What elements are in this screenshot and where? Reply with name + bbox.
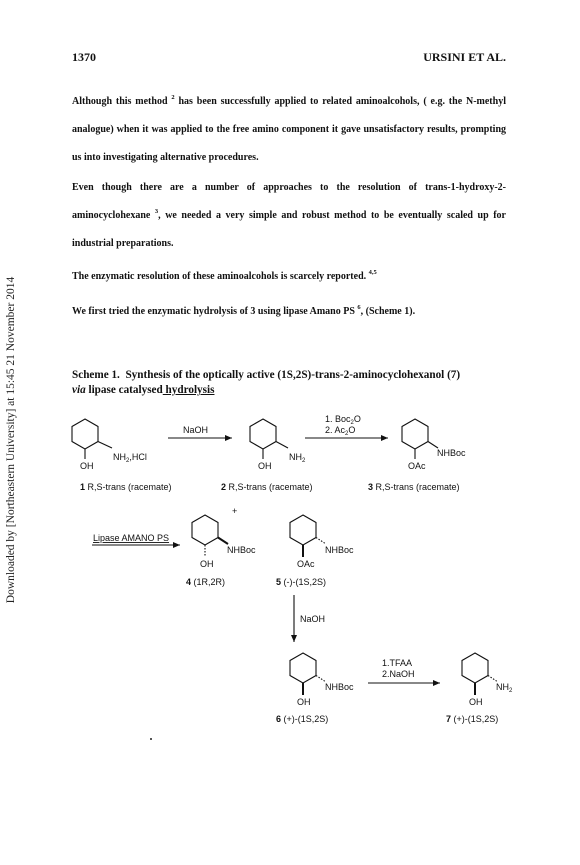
- citation-2: 2: [171, 94, 175, 101]
- compound-5-caption: 5 (-)-(1S,2S): [276, 577, 327, 587]
- cyclohexane-ring-1: [72, 419, 98, 449]
- cyclohexane-ring-5: [290, 515, 316, 545]
- amine-label-1: $NH_2,HCl$: [113, 452, 147, 464]
- cyclohexane-ring-6: [290, 653, 316, 683]
- nhboc-label-4: NHBoc: [227, 545, 256, 555]
- compound-4-caption: 4 (1R,2R): [186, 577, 226, 587]
- cyclohexane-ring-2: [250, 419, 276, 449]
- paragraph-2-text-b: , we needed a very simple and robust method to be eventually scaled up for industrial preparations.: [72, 210, 506, 249]
- running-head-authors: URSINI ET AL.: [423, 50, 506, 64]
- paragraph-4-text-c: , (Scheme 1).: [360, 306, 416, 317]
- compound-1-caption: 1 R,S-trans (racemate): [80, 482, 172, 492]
- acetoxy-label-5: OAc: [297, 559, 315, 569]
- hydroxy-label-1: OH: [80, 461, 94, 471]
- page-number: 1370: [72, 50, 96, 64]
- hydroxy-label-4: OH: [200, 559, 214, 569]
- compound-6-caption: 6 (+)-(1S,2S): [276, 714, 329, 724]
- paragraph-3-text-a: The enzymatic resolution of these aminoalcohols is scarcely reported.: [72, 271, 369, 282]
- amine-label-7: $NH_2$: [496, 682, 513, 694]
- scheme-label: Scheme 1.: [72, 369, 120, 381]
- reagent-naoh-3: 2.NaOH: [382, 669, 415, 679]
- amine-label-2: $NH_2$: [289, 452, 306, 464]
- amine-bond-1: [98, 442, 112, 449]
- reagent-tfaa: 1.TFAA: [382, 658, 413, 668]
- compound-7-caption: 7 (+)-(1S,2S): [446, 714, 499, 724]
- reagent-ac2o: 2. $Ac_2O$: [325, 425, 356, 437]
- reagent-boc2o: 1. Boc$_2$O: [325, 414, 361, 426]
- download-watermark-text: Downloaded by [Northeastern University] at 15:45 21 November 2014: [5, 276, 17, 604]
- paragraph-1-text-a: Although this method: [72, 96, 172, 107]
- compound-2-caption: 2 R,S-trans (racemate): [221, 482, 313, 492]
- nhboc-label-5: NHBoc: [325, 545, 354, 555]
- citation-3: 3: [154, 208, 159, 215]
- reagent-lipase-amano: Lipase AMANO PS: [93, 533, 170, 543]
- paragraph-1-text-b: has been successfully applied to related aminoalcohols, ( e.g. the N-methyl analogue) when it was applied to the free amino component it gave unsatisfactory results, prompting us into investigating alternative procedures.: [72, 96, 506, 163]
- scan-speck: [150, 738, 152, 740]
- nhboc-label-3: NHBoc: [437, 448, 466, 458]
- hydroxy-label-6: OH: [297, 697, 311, 707]
- cyclohexane-ring-4: [192, 515, 218, 545]
- reagent-naoh-2: NaOH: [300, 614, 326, 624]
- scheme-title-via: via: [72, 384, 86, 396]
- cyclohexane-ring-3: [402, 419, 428, 449]
- hydroxy-label-7: OH: [469, 697, 483, 707]
- paragraph-4-text-b: using lipase Amano PS: [255, 306, 358, 317]
- compound-ref-3: 3: [250, 306, 256, 317]
- plus-sign: +: [232, 506, 238, 516]
- citation-6: 6: [357, 304, 361, 311]
- amine-bond-2: [276, 442, 288, 449]
- acetoxy-label-3: OAc: [408, 461, 426, 471]
- scheme-title-lipase: lipase catalysed: [85, 384, 163, 396]
- scheme-title-text: Synthesis of the optically active (1S,2S)-trans-2-aminocyclohexanol (7): [125, 369, 461, 381]
- compound-3-caption: 3 R,S-trans (racemate): [368, 482, 460, 492]
- reagent-naoh-1: NaOH: [183, 425, 209, 435]
- cyclohexane-ring-7: [462, 653, 488, 683]
- amine-bond-4: [218, 538, 228, 545]
- scheme-title-hydrolysis: hydrolysis: [162, 384, 215, 396]
- hydroxy-label-2: OH: [258, 461, 272, 471]
- amine-bond-5: [316, 538, 326, 545]
- paragraph-2-text-a: Even though there are a number of approaches to the resolution of trans-1-hydroxy-2-aminocyclohexane: [72, 182, 506, 221]
- nhboc-label-6: NHBoc: [325, 682, 354, 692]
- citation-4-5: 4,5: [368, 269, 377, 276]
- paragraph-4-text-a: We first tried the enzymatic hydrolysis of: [72, 306, 251, 317]
